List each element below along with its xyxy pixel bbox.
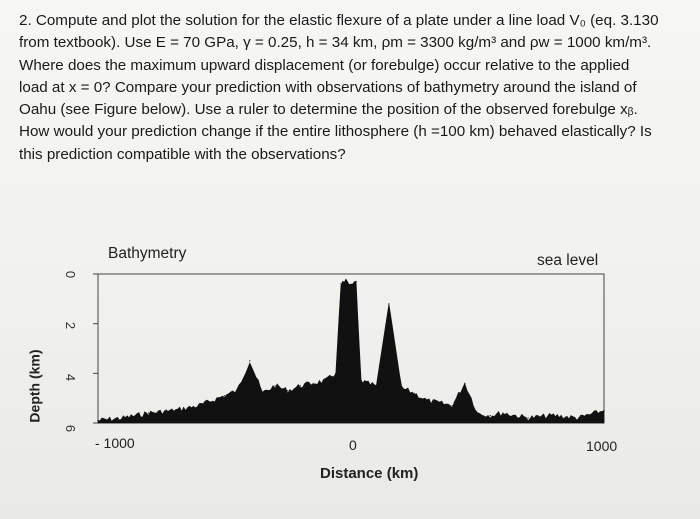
x-tick-label: 0	[349, 437, 357, 453]
bathymetry-point	[366, 383, 367, 384]
bathymetry-point	[224, 395, 225, 396]
bathymetry-point	[340, 283, 341, 284]
bathymetry-point	[123, 417, 124, 418]
bathymetry-point	[452, 405, 453, 406]
bathymetry-point	[275, 385, 276, 386]
x-axis-label: Distance (km)	[320, 465, 419, 482]
bathymetry-point	[464, 383, 465, 384]
problem-line: this prediction compatible with the observations?	[19, 145, 346, 163]
bathymetry-point	[553, 415, 554, 416]
bathymetry-point	[414, 393, 415, 394]
bathymetry-point	[312, 383, 313, 384]
y-axis-label: Depth (km)	[26, 349, 43, 423]
bathymetry-point	[97, 420, 98, 421]
problem-line: How would your prediction change if the entire lithosphere (h =100 km) behaved elastically? Is	[19, 123, 652, 141]
bathymetry-point	[262, 393, 263, 394]
bathymetry-figure	[0, 230, 700, 519]
y-tick-label: 6	[63, 424, 79, 433]
bathymetry-point	[361, 380, 362, 381]
bathymetry-point	[490, 415, 491, 416]
sea-level-label: sea level	[537, 252, 599, 269]
bathymetry-point	[345, 281, 346, 282]
problem-statement	[19, 10, 691, 166]
y-tick-label: 4	[63, 373, 79, 382]
bathymetry-point	[439, 403, 440, 404]
bathymetry-point	[376, 385, 377, 386]
problem-line: Oahu (see Figure below). Use a ruler to determine the position of the observed forebulge xᵦ.	[19, 101, 638, 119]
bathymetry-point	[325, 380, 326, 381]
bathymetry-point	[249, 360, 250, 361]
bathymetry-point	[300, 385, 301, 386]
bathymetry-point	[578, 417, 579, 418]
bathymetry-point	[388, 303, 389, 304]
bathymetry-point	[148, 413, 149, 414]
bathymetry-point	[199, 405, 200, 406]
bathymetry-point	[237, 390, 238, 391]
bathymetry-point	[287, 390, 288, 391]
problem-line: load at x = 0? Compare your prediction with observations of bathymetry around the island of	[19, 78, 637, 96]
bathymetry-point	[350, 286, 351, 287]
bathymetry-profile	[98, 279, 604, 423]
x-tick-label: - 1000	[95, 435, 135, 451]
chart-title: Bathymetry	[108, 245, 187, 262]
y-tick-label: 0	[63, 270, 79, 279]
bathymetry-point	[603, 410, 604, 411]
problem-line: 2. Compute and plot the solution for the elastic flexure of a plate under a line load V₀ (eq. 3.130	[19, 12, 659, 29]
bathymetry-point	[528, 417, 529, 418]
problem-line: from textbook). Use E = 70 GPa, γ = 0.25, h = 34 km, ρm = 3300 kg/m³ and ρw = 1000 km/m³.	[19, 34, 652, 52]
x-tick-label: 1000	[586, 438, 618, 454]
problem-line: Where does the maximum upward displacement (or forebulge) occur relative to the applied	[19, 56, 630, 74]
bathymetry-point	[426, 400, 427, 401]
bathymetry-point	[401, 388, 402, 389]
bathymetry-point	[356, 281, 357, 282]
bathymetry-point	[173, 410, 174, 411]
bathymetry-point	[477, 413, 478, 414]
bathymetry-point	[502, 413, 503, 414]
y-tick-label: 2	[63, 321, 79, 330]
bathymetry-point	[335, 373, 336, 374]
bathymetry-point	[515, 415, 516, 416]
